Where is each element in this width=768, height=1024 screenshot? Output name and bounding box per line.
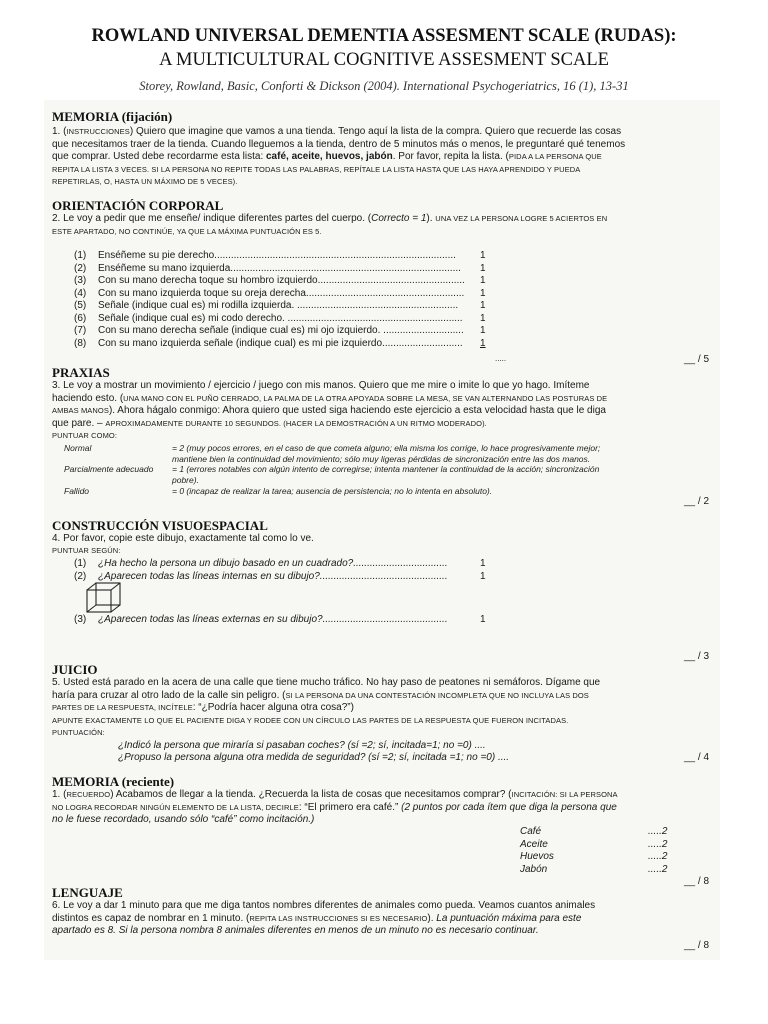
orientacion-score: __ / 5 [684, 354, 710, 365]
item-score: .....2 [648, 851, 668, 862]
item-score: .....2 [648, 863, 668, 875]
orientacion-instructions: 2. Le voy a pedir que me enseñe/ indique diferentes partes del cuerpo. (Correcto = 1). UNA VEZ LA PERSONA LOGRE 5 ACIERTOS EN ESTE APARTADO, NO CONTINÚE, YA QUE LA MÁXIMA PUNTUACIÓN ES 5. [52, 213, 608, 236]
list-item: Aceite [520, 838, 548, 850]
section-heading-orientacion: ORIENTACIÓN CORPORAL [52, 198, 224, 213]
lenguaje-instructions: 6. Le voy a dar 1 minuto para que me diga tantos nombres diferentes de animales como pueda. Veamos cuantos animales distintos es capaz de nombrar en 1 minuto. (REPITA LAS INSTRUCCIONES SI ES NECESARIO). La puntuación máxima para este apartado es 8. Si la persona nombra 8 animales diferentes en menos de un minuto no es necesario continuar. [52, 900, 596, 937]
juicio-score: __ / 4 [684, 752, 710, 763]
item-score: .....2 [648, 826, 668, 837]
lenguaje-score: __ / 8 [684, 940, 710, 951]
praxias-fallido-desc: = 0 (incapaz de realizar la tarea; ausencia de persistencia; no lo intenta en absoluto). [172, 486, 493, 496]
list-item: Jabón [520, 863, 548, 875]
document-subtitle: A MULTICULTURAL COGNITIVE ASSESMENT SCALE [159, 50, 609, 70]
memoria-reciente-instructions: 1. (RECUERDO) Acabamos de llegar a la tienda. ¿Recuerda la lista de cosas que necesitamos comprar? (INCITACIÓN: SI LA PERSONA NO LOGRA RECORDAR NINGÚN ELEMENTO DE LA LISTA, DECIRLE: “El primero era café.” (2 puntos por cada ítem que diga la persona que no le fuese recordado, usando sólo “café” como incitación.) [52, 789, 618, 826]
praxias-puntuar: PUNTUAR COMO: [52, 431, 118, 440]
praxias-normal-desc: = 2 (muy pocos errores, en el caso de que cometa alguno; ella misma los corrige, lo hace progresivamente mejor; mantiene bien la continuidad del movimiento; sólo muy ligeras pérdidas de sincronización entre las dos manos. [172, 443, 601, 464]
praxias-instructions: 3. Le voy a mostrar un movimiento / ejercicio / juego con mis manos. Quiero que me mire o imite lo que yo hago. Imíteme haciendo esto. (UNA MANO CON EL PUÑO CERRADO, LA PALMA DE LA OTRA APOYADA SOBRE LA MESA, SE VAN ALTERNANDO LAS POSTURAS DE AMBAS MANOS). Ahora hágalo conmigo: Ahora quiero que usted siga haciendo este ejercicio a esta velocidad hasta que le diga que pare. – APROXIMADAMENTE DURANTE 10 SEGUNDOS. (HACER LA DEMOSTRACIÓN A UN RITMO MODERADO). [52, 380, 608, 429]
construccion-points-b: 1 [480, 614, 490, 627]
juicio-puntuacion: PUNTUACIÓN: [52, 728, 105, 737]
list-item: Huevos [520, 851, 554, 862]
list-item: Café [520, 826, 542, 837]
memoria-reciente-score: __ / 8 [684, 876, 710, 887]
juicio-question-2: ¿Propuso la persona alguna otra medida de seguridad? (sí =2; sí, incitada =1; no =0) .... [118, 752, 510, 763]
orientacion-items: (1) Enséñeme su pie derecho....................................................................................... (2) Enséñeme su mano izquierda................................................................................... (3) Con su mano derecha toque su hombro izquierdo..................................................... (4) Con su mano izquierda toque su oreja derecha......................................................... (5) Señale (indique cual es) mi rodilla izquierda. .......................................................... (6) Señale (indique cual es) mi codo derecho. ............................................................... (7) Con su mano derecha señale (indique cual es) mi ojo izquierdo. ............................. (8) Con su mano izquierda señale (indique cual) es mi pie izquierdo............................. [74, 250, 465, 349]
praxias-score: __ / 2 [684, 496, 710, 507]
item-score: .....2 [648, 838, 668, 850]
orientacion-dots: ..... [495, 354, 507, 363]
praxias-normal-label: Normal [64, 443, 92, 453]
section-heading-memoria-reciente: MEMORIA (reciente) [52, 774, 175, 789]
section-heading-lenguaje: LENGUAJE [52, 885, 123, 900]
section-heading-construccion: CONSTRUCCIÓN VISUOESPACIAL [52, 518, 268, 533]
construccion-items-b: (3) ¿Aparecen todas las líneas externas en su dibujo?............................................. [74, 614, 448, 625]
document-title: ROWLAND UNIVERSAL DEMENTIA ASSESMENT SCALE (RUDAS): [91, 26, 677, 46]
construccion-instructions: 4. Por favor, copie este dibujo, exactamente tal como lo ve. [52, 533, 314, 544]
memoria-reciente-items [520, 826, 680, 878]
praxias-parcial-desc: = 1 (errores notables con algún intento de corregirse; intenta mantener la continuidad de la acción; sincronización pobre). [172, 464, 600, 485]
section-heading-memoria-fijacion: MEMORIA (fijación) [52, 109, 173, 124]
citation: Storey, Rowland, Basic, Conforti & Dickson (2004). International Psychogeriatrics, 16 (1), 13-31 [139, 79, 629, 93]
construccion-points-a: 1 1 [480, 558, 490, 584]
section-heading-praxias: PRAXIAS [52, 365, 110, 380]
construccion-puntuar: PUNTUAR SEGÚN: [52, 546, 121, 555]
section-heading-juicio: JUICIO [52, 662, 98, 677]
construccion-score: __ / 3 [684, 651, 710, 662]
juicio-instructions: 5. Usted está parado en la acera de una calle que tiene mucho tráfico. No hay paso de peatones ni semáforos. Dígame que haría para cruzar al otro lado de la calle sin peligro. (SI LA PERSONA DA UNA CONTESTACIÓN INCOMPLETA QUE NO INCLUYA LAS DOS PARTES DE LA RESPUESTA, INCÍTELE: “¿Podría hacer alguna otra cosa?”) APUNTE EXACTAMENTE LO QUE EL PACIENTE DIGA Y RODEE CON UN CÍRCULO LAS PARTES DE LA RESPUESTA QUE FUERON INCITADAS. [52, 677, 601, 725]
memoria-fijacion-instructions: 1. (INSTRUCCIONES) Quiero que imagine que vamos a una tienda. Tengo aquí la lista de la compra. Quiero que recuerde las cosas que necesitamos traer de la tienda. Cuando lleguemos a la tienda, dentro de 5 minutos más o menos, le preguntaré qué tenemos que comprar. Usted debe recordarme esta lista: café, aceite, huevos, jabón. Por favor, repita la lista. (PIDA A LA PERSONA QUE REPITA LA LISTA 3 VECES. SI LA PERSONA NO REPITE TODAS LAS PALABRAS, REPÍTALE LA LISTA HASTA QUE LAS HAYA APRENDIDO Y PUEDA REPETIRLAS, O, HASTA UN MÁXIMO DE 5 VECES). [52, 126, 626, 187]
cube-drawing [84, 580, 124, 616]
praxias-fallido-label: Fallido [64, 486, 90, 496]
juicio-question-1: ¿Indicó la persona que miraría si pasaban coches? (sí =2; sí, incitada=1; no =0) .... [118, 740, 486, 751]
orientacion-points: 1 1 1 1 1 1 1 1 [480, 250, 490, 350]
construccion-items-a: (1) ¿Ha hecho la persona un dibujo basado en un cuadrado?.................................. (2) ¿Aparecen todas las líneas internas en su dibujo?.............................................. [74, 558, 448, 582]
praxias-parcial-label: Parcialmente adecuado [64, 464, 154, 474]
